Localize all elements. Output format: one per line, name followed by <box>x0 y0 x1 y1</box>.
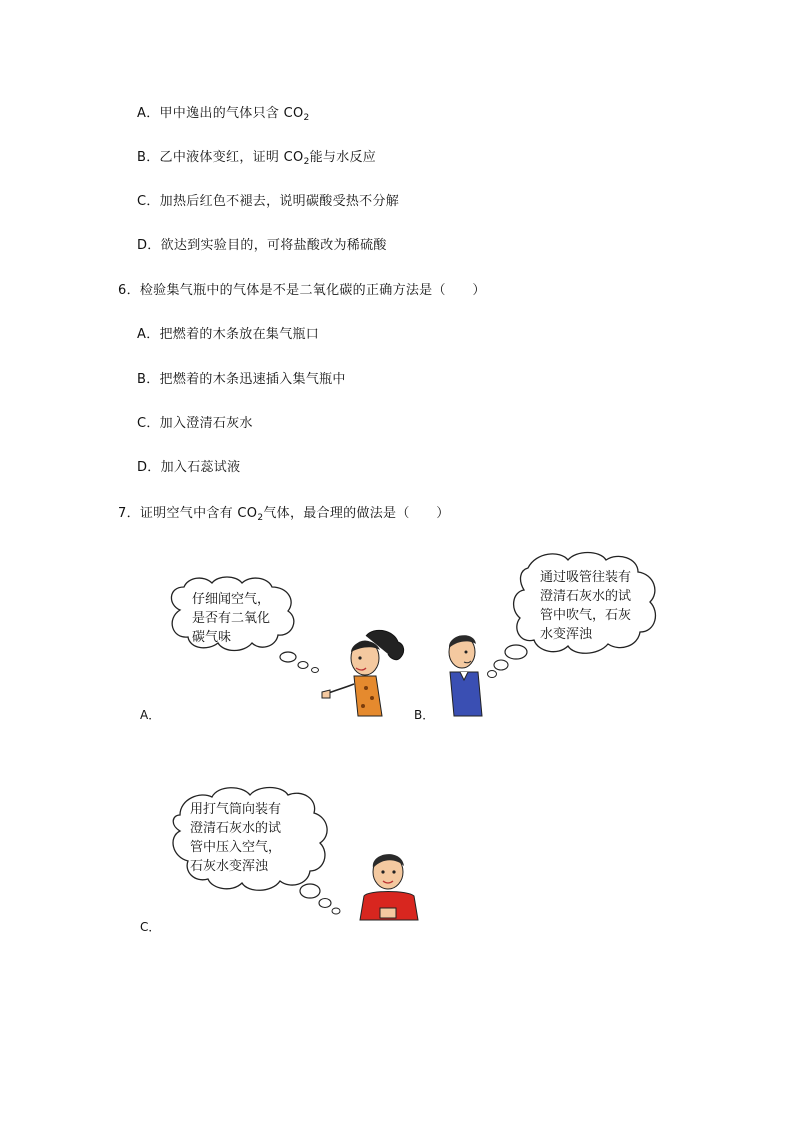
q6-option-a: A．把燃着的木条放在集气瓶口 <box>137 327 320 342</box>
q5-option-c: C．加热后红色不褪去，说明碳酸受热不分解 <box>137 194 400 209</box>
q7-stem: 7．证明空气中含有 $CO_2$气体，最合理的做法是（ ） <box>118 506 450 523</box>
q6-option-d: D．加入石蕊试液 <box>137 460 241 475</box>
q5-option-b: B．乙中液体变红，证明 $CO_2$能与水反应 <box>137 150 377 167</box>
q5-option-d: D．欲达到实验目的，可将盐酸改为稀硫酸 <box>137 238 387 253</box>
q6-stem: 6．检验集气瓶中的气体是不是二氧化碳的正确方法是（ ） <box>118 283 486 298</box>
q7-option-a-label: A． <box>140 708 161 722</box>
q7-option-b-label: B． <box>414 708 435 722</box>
boy-pump-figure-icon <box>356 848 426 928</box>
cloud-c-text: 用打气筒向装有 澄清石灰水的试 管中压入空气， 石灰水变浑浊 <box>190 802 282 874</box>
cloud-a-text: 仔细闻空气， 是否有二氧化 碳气味 <box>192 592 271 645</box>
q6-option-c: C．加入澄清石灰水 <box>137 416 253 431</box>
q5-option-a: A．甲中逸出的气体只含 $CO_2$ <box>137 106 310 123</box>
girl-figure-icon <box>318 628 408 718</box>
q6-option-b: B．把燃着的木条迅速插入集气瓶中 <box>137 372 346 387</box>
q7-option-c-label: C． <box>140 920 161 934</box>
cloud-b-text: 通过吸管往装有 澄清石灰水的试 管中吹气，石灰 水变浑浊 <box>540 570 632 642</box>
